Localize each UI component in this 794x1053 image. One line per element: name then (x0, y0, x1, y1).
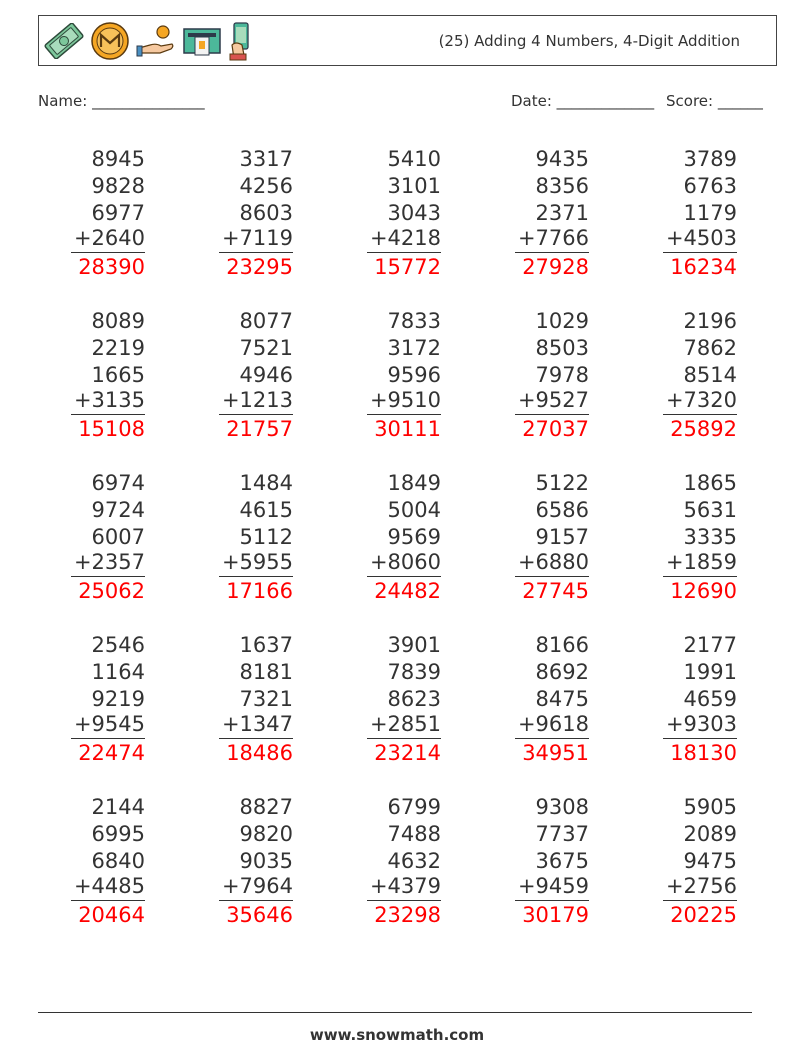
addend-value: +8060 (367, 550, 441, 577)
addend-value: +6880 (515, 550, 589, 577)
addend-value: 5631 (683, 497, 737, 522)
addend-value: +5955 (219, 550, 293, 577)
addend-value: 4659 (683, 686, 737, 711)
addition-problem (479, 308, 589, 443)
addition-problem (183, 632, 293, 767)
addend-value: 9828 (91, 173, 145, 198)
addition-problem (627, 794, 737, 929)
addend-value: 8827 (239, 795, 293, 819)
phone-payment-icon (228, 21, 258, 61)
addend-value: 9475 (683, 848, 737, 873)
answer-value: 23298 (374, 902, 441, 927)
hand-coin-icon (136, 21, 176, 61)
addend-value: 8181 (239, 659, 293, 684)
addition-problem (183, 470, 293, 605)
addend-value: 8692 (535, 659, 589, 684)
addend-value: 8077 (239, 309, 293, 333)
addend-value: 6840 (91, 848, 145, 873)
footer-site: www.snowmath.com (309, 1026, 485, 1044)
addend-value: 6799 (387, 795, 441, 819)
addend-value: 3043 (387, 200, 441, 225)
addend-value: 8475 (535, 686, 589, 711)
addend-value: 4946 (239, 362, 293, 387)
addend-value: +9510 (367, 388, 441, 415)
addend-value: +3135 (71, 388, 145, 415)
addition-problem (183, 308, 293, 443)
date-field: Date: _____________ (511, 92, 655, 110)
answer-value: 15108 (78, 416, 145, 441)
addend-value: 8356 (535, 173, 589, 198)
addend-value: 6586 (535, 497, 589, 522)
addition-problem (183, 146, 293, 281)
addend-value: 8503 (535, 335, 589, 360)
addend-value: 3789 (683, 147, 737, 171)
addend-value: 3675 (535, 848, 589, 873)
addend-value: +7119 (219, 226, 293, 253)
addend-value: 1865 (683, 471, 737, 495)
addend-value: 5410 (387, 147, 441, 171)
addend-value: +1347 (219, 712, 293, 739)
addend-value: 1637 (239, 633, 293, 657)
addend-value: +7964 (219, 874, 293, 901)
answer-value: 24482 (374, 578, 441, 603)
addend-value: 2089 (683, 821, 737, 846)
addend-value: +2851 (367, 712, 441, 739)
addend-value: 2177 (683, 633, 737, 657)
addition-problem (331, 146, 441, 281)
addend-value: 7737 (535, 821, 589, 846)
addition-problem (331, 308, 441, 443)
addend-value: 9435 (535, 147, 589, 171)
addend-value: 5004 (387, 497, 441, 522)
addition-problem (35, 470, 145, 605)
addend-value: +4379 (367, 874, 441, 901)
addend-value: 7321 (239, 686, 293, 711)
answer-value: 23214 (374, 740, 441, 765)
addend-value: 1665 (91, 362, 145, 387)
score-field: Score: ______ (666, 92, 763, 110)
addend-value: 8603 (239, 200, 293, 225)
addend-value: +4485 (71, 874, 145, 901)
addend-value: 5112 (239, 524, 293, 549)
addend-value: 6995 (91, 821, 145, 846)
addend-value: 9219 (91, 686, 145, 711)
addend-value: 3172 (387, 335, 441, 360)
addend-value: 7978 (535, 362, 589, 387)
addend-value: +2357 (71, 550, 145, 577)
addend-value: 6007 (91, 524, 145, 549)
addition-problem (479, 146, 589, 281)
addend-value: 9820 (239, 821, 293, 846)
addend-value: +9459 (515, 874, 589, 901)
addition-problem (331, 632, 441, 767)
addition-problem (627, 146, 737, 281)
footer-divider (38, 1012, 752, 1013)
addend-value: +9545 (71, 712, 145, 739)
addition-problem (627, 308, 737, 443)
addend-value: +7320 (663, 388, 737, 415)
addend-value: +9527 (515, 388, 589, 415)
answer-value: 12690 (670, 578, 737, 603)
addend-value: 5905 (683, 795, 737, 819)
answer-value: 34951 (522, 740, 589, 765)
worksheet-header (38, 15, 777, 66)
answer-value: 15772 (374, 254, 441, 279)
addend-value: 6974 (91, 471, 145, 495)
answer-value: 18130 (670, 740, 737, 765)
answer-value: 17166 (226, 578, 293, 603)
addition-problem (35, 794, 145, 929)
answer-value: 28390 (78, 254, 145, 279)
addend-value: 3901 (387, 633, 441, 657)
addend-value: 3101 (387, 173, 441, 198)
addend-value: 1991 (683, 659, 737, 684)
answer-value: 18486 (226, 740, 293, 765)
addition-problem (627, 632, 737, 767)
addend-value: +4503 (663, 226, 737, 253)
addition-problem (479, 632, 589, 767)
answer-value: 20225 (670, 902, 737, 927)
addend-value: 4256 (239, 173, 293, 198)
answer-value: 20464 (78, 902, 145, 927)
addend-value: 1164 (91, 659, 145, 684)
addend-value: 8166 (535, 633, 589, 657)
addend-value: 9596 (387, 362, 441, 387)
addend-value: 2546 (91, 633, 145, 657)
name-field: Name: _______________ (38, 92, 205, 110)
answer-value: 22474 (78, 740, 145, 765)
addend-value: 9569 (387, 524, 441, 549)
addition-problem (479, 470, 589, 605)
monero-coin-icon (90, 21, 130, 61)
addend-value: 1484 (239, 471, 293, 495)
answer-value: 30111 (374, 416, 441, 441)
addend-value: +9618 (515, 712, 589, 739)
answer-value: 23295 (226, 254, 293, 279)
answer-value: 27745 (522, 578, 589, 603)
addend-value: 7839 (387, 659, 441, 684)
addend-value: 9035 (239, 848, 293, 873)
answer-value: 27928 (522, 254, 589, 279)
header-icons (44, 21, 258, 61)
answer-value: 16234 (670, 254, 737, 279)
addend-value: 7862 (683, 335, 737, 360)
addend-value: 8945 (91, 147, 145, 171)
addend-value: 7488 (387, 821, 441, 846)
addend-value: 6977 (91, 200, 145, 225)
answer-value: 25892 (670, 416, 737, 441)
addend-value: 8623 (387, 686, 441, 711)
addend-value: 7521 (239, 335, 293, 360)
addend-value: 9157 (535, 524, 589, 549)
answer-value: 25062 (78, 578, 145, 603)
addition-problem (627, 470, 737, 605)
addend-value: 5122 (535, 471, 589, 495)
addition-problem (331, 470, 441, 605)
addend-value: +4218 (367, 226, 441, 253)
addend-value: +1213 (219, 388, 293, 415)
answer-value: 35646 (226, 902, 293, 927)
addend-value: 3335 (683, 524, 737, 549)
addend-value: 7833 (387, 309, 441, 333)
worksheet-title: (25) Adding 4 Numbers, 4-Digit Addition (438, 32, 740, 50)
addend-value: 1029 (535, 309, 589, 333)
addition-problem (183, 794, 293, 929)
atm-cash-icon (182, 23, 222, 59)
addend-value: 2196 (683, 309, 737, 333)
addition-problem (35, 632, 145, 767)
addend-value: 9724 (91, 497, 145, 522)
addend-value: 8514 (683, 362, 737, 387)
addition-problem (35, 308, 145, 443)
banknote-icon (44, 23, 84, 59)
addend-value: 2144 (91, 795, 145, 819)
addend-value: +2640 (71, 226, 145, 253)
answer-value: 21757 (226, 416, 293, 441)
addend-value: 2371 (535, 200, 589, 225)
addend-value: 4615 (239, 497, 293, 522)
addend-value: +9303 (663, 712, 737, 739)
addend-value: 6763 (683, 173, 737, 198)
addition-problem (331, 794, 441, 929)
answer-value: 27037 (522, 416, 589, 441)
addition-problem (35, 146, 145, 281)
addend-value: 2219 (91, 335, 145, 360)
addend-value: 1849 (387, 471, 441, 495)
answer-value: 30179 (522, 902, 589, 927)
addition-problem (479, 794, 589, 929)
addend-value: 3317 (239, 147, 293, 171)
addend-value: +7766 (515, 226, 589, 253)
addend-value: +1859 (663, 550, 737, 577)
addend-value: 1179 (683, 200, 737, 225)
addend-value: 4632 (387, 848, 441, 873)
addend-value: +2756 (663, 874, 737, 901)
addend-value: 8089 (91, 309, 145, 333)
addend-value: 9308 (535, 795, 589, 819)
